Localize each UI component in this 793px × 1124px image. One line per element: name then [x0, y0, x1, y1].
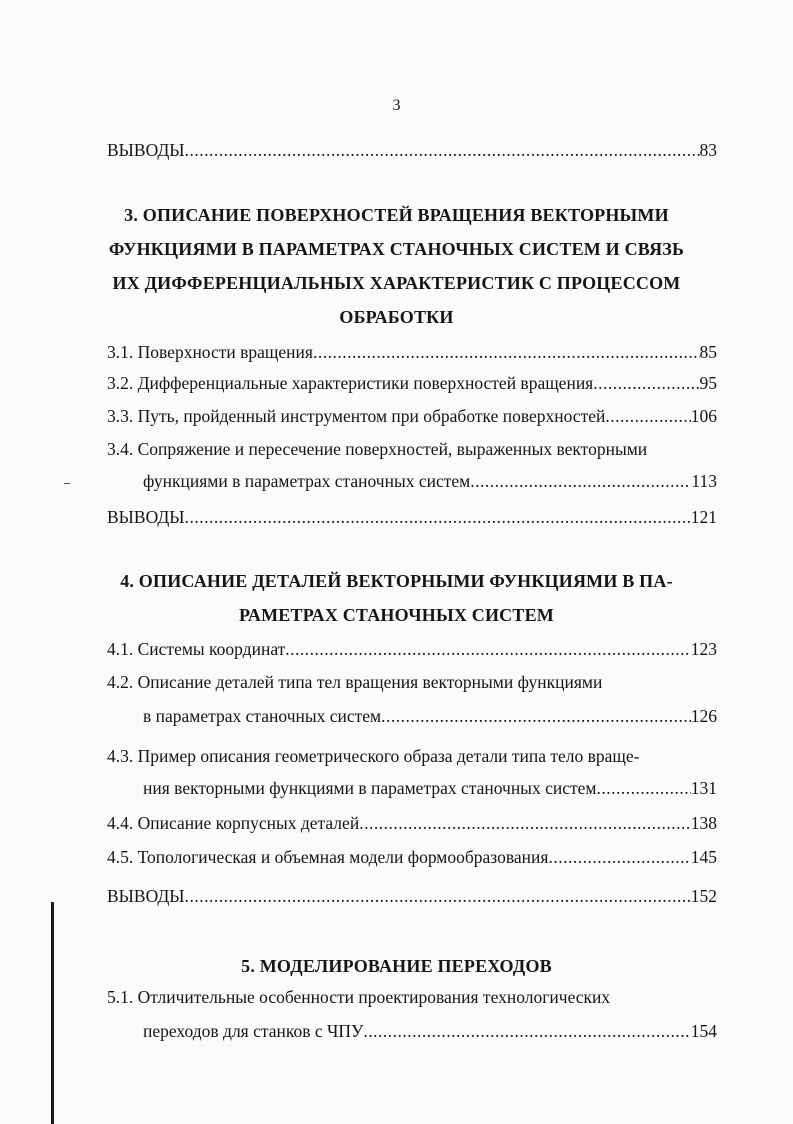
toc-entry-page: 95: [699, 373, 717, 393]
chapter-4-heading[interactable]: [60, 564, 733, 632]
toc-entry-4-2[interactable]: [143, 704, 717, 728]
toc-entry-page: 152: [690, 886, 717, 906]
toc-entry-page: 121: [690, 507, 717, 527]
dot-leader: [548, 845, 690, 869]
toc-entry-4-5[interactable]: [107, 845, 717, 869]
toc-entry-4-3-line-1[interactable]: 4.3. Пример описания геометрического образа детали типа тело враще-: [107, 746, 640, 766]
toc-entry-page: 106: [690, 406, 717, 426]
dot-leader: [185, 505, 691, 529]
dot-leader: [185, 138, 700, 162]
page-number: 3: [392, 97, 401, 114]
toc-entry-page: 126: [690, 706, 717, 726]
toc-entry-conclusions-ch4[interactable]: [107, 884, 717, 908]
chapter-3-heading[interactable]: [60, 198, 733, 334]
chapter-3-heading-line-3: ИХ ДИФФЕРЕНЦИАЛЬНЫХ ХАРАКТЕРИСТИК С ПРОЦЕССОМ: [112, 273, 681, 293]
toc-entry-label: 4.4. Описание корпусных деталей: [107, 813, 360, 833]
dot-leader: [363, 1019, 690, 1043]
dot-leader: [593, 371, 699, 395]
scan-margin-bar: [51, 902, 54, 1124]
toc-entry-label: ния векторными функциями в параметрах станочных систем: [143, 778, 597, 798]
scan-mark: [64, 483, 70, 484]
toc-entry-label: 4.1. Системы координат: [107, 639, 286, 659]
toc-entry-conclusions-ch2[interactable]: [107, 138, 717, 162]
toc-entry-label: ВЫВОДЫ: [107, 886, 185, 906]
toc-entry-page: 145: [690, 847, 717, 867]
toc-entry-label: ВЫВОДЫ: [107, 140, 185, 160]
toc-entry-label: функциями в параметрах станочных систем: [143, 471, 471, 491]
toc-entry-5-1[interactable]: [143, 1019, 717, 1043]
toc-entry-label: в параметрах станочных систем: [143, 706, 382, 726]
toc-entry-3-1[interactable]: [107, 340, 717, 364]
dot-leader: [185, 884, 691, 908]
dot-leader: [605, 404, 690, 428]
toc-entry-label: 4.5. Топологическая и объемная модели формообразования: [107, 847, 549, 867]
toc-entry-page: 113: [691, 471, 717, 491]
toc-entry-4-4[interactable]: [107, 811, 717, 835]
toc-entry-page: 131: [690, 778, 717, 798]
toc-entry-label: 3.2. Дифференциальные характеристики поверхностей вращения: [107, 373, 594, 393]
toc-entry-3-3[interactable]: [107, 404, 717, 428]
toc-entry-4-3[interactable]: [143, 776, 717, 800]
dot-leader: [285, 637, 690, 661]
chapter-5-heading[interactable]: [60, 949, 733, 983]
toc-entry-label: 3.1. Поверхности вращения: [107, 342, 313, 362]
toc-entry-page: 85: [699, 342, 717, 362]
toc-entry-3-4-line-1[interactable]: 3.4. Сопряжение и пересечение поверхностей, выраженных векторными: [107, 439, 648, 459]
toc-entry-conclusions-ch3[interactable]: [107, 505, 717, 529]
dot-leader: [470, 469, 691, 493]
toc-entry-5-1-line-1[interactable]: 5.1. Отличительные особенности проектирования технологических: [107, 987, 611, 1007]
chapter-3-heading-line-2: ФУНКЦИЯМИ В ПАРАМЕТРАХ СТАНОЧНЫХ СИСТЕМ И СВЯЗЬ: [108, 239, 685, 259]
toc-entry-3-2[interactable]: [107, 371, 717, 395]
toc-entry-4-1[interactable]: [107, 637, 717, 661]
dot-leader: [596, 776, 690, 800]
toc-entry-page: 138: [690, 813, 717, 833]
dot-leader: [381, 704, 691, 728]
toc-entry-label: ВЫВОДЫ: [107, 507, 185, 527]
toc-entry-3-4[interactable]: [143, 469, 717, 493]
toc-entry-label: переходов для станков с ЧПУ: [143, 1021, 364, 1041]
chapter-3-heading-line-1: 3. ОПИСАНИЕ ПОВЕРХНОСТЕЙ ВРАЩЕНИЯ ВЕКТОРНЫМИ: [124, 205, 669, 225]
toc-entry-page: 83: [699, 140, 717, 160]
toc-entry-page: 154: [690, 1021, 717, 1041]
dot-leader: [313, 340, 700, 364]
toc-entry-page: 123: [690, 639, 717, 659]
toc-entry-4-2-line-1[interactable]: 4.2. Описание деталей типа тел вращения векторными функциями: [107, 672, 603, 692]
dot-leader: [359, 811, 691, 835]
chapter-4-heading-line-1: 4. ОПИСАНИЕ ДЕТАЛЕЙ ВЕКТОРНЫМИ ФУНКЦИЯМИ В ПА-: [120, 571, 673, 591]
chapter-4-heading-line-2: РАМЕТРАХ СТАНОЧНЫХ СИСТЕМ: [239, 605, 554, 625]
chapter-5-heading-line-1: 5. МОДЕЛИРОВАНИЕ ПЕРЕХОДОВ: [241, 956, 552, 976]
chapter-3-heading-line-4: ОБРАБОТКИ: [339, 307, 454, 327]
toc-entry-label: 3.3. Путь, пройденный инструментом при обработке поверхностей: [107, 406, 606, 426]
